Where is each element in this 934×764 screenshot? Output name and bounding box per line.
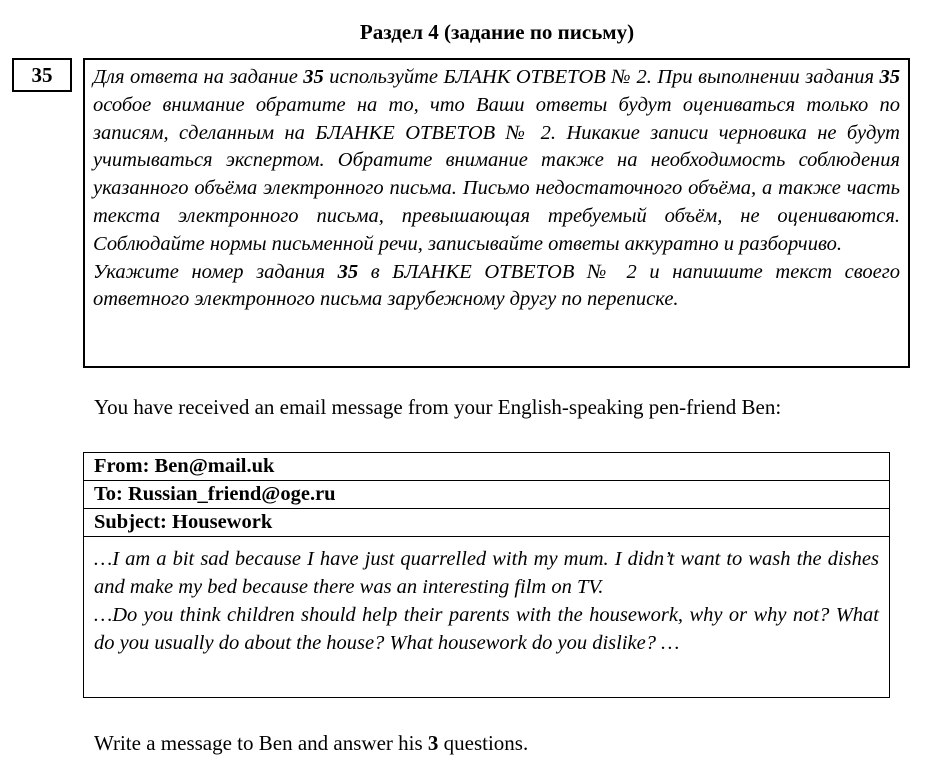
task-number-box: 35 bbox=[12, 58, 72, 92]
email-subject: Subject: Housework bbox=[84, 509, 889, 537]
task-statement-text: questions. bbox=[438, 731, 529, 755]
email-to: To: Russian_friend@oge.ru bbox=[84, 481, 889, 509]
task-number-ref: 35 bbox=[303, 66, 324, 88]
section-title: Раздел 4 (задание по письму) bbox=[359, 20, 635, 44]
task-number-ref: 35 bbox=[337, 260, 359, 283]
instructions-text: особое внимание обратите на то, что Ваши ответы будут оцениваться только по записям, сделанным на БЛАНКЕ ОТВЕТОВ № 2. Никакие записи черновика не будут учитываться экспертом. Обратите внимание также на необходимость соблюдения указанного объёма электронного письма. Письмо недостаточного объёма, а также часть текста электронного письма, превышающая требуемый объём, не оцениваются. Соблюдайте нормы письменной речи, записывайте ответы аккуратно и разборчиво. bbox=[93, 93, 900, 255]
instructions-text: в БЛАНКЕ ОТВЕТОВ № 2 и напишите текст своего ответного электронного письма зарубежному другу по переписке. bbox=[93, 260, 900, 311]
email-message bbox=[83, 452, 890, 698]
instructions-paragraph-1 bbox=[93, 64, 900, 259]
instructions-text: Укажите номер задания bbox=[93, 260, 338, 283]
instructions-paragraph-2 bbox=[93, 259, 900, 315]
intro-text: You have received an email message from your English-speaking pen-friend Ben: bbox=[94, 395, 782, 419]
task-instructions bbox=[83, 58, 910, 368]
email-body bbox=[84, 537, 889, 697]
question-count: 3 bbox=[427, 731, 439, 755]
email-body-paragraph-2: …Do you think children should help their parents with the housework, why or why not? What do you usually do about the house? What housework do you dislike? … bbox=[94, 604, 879, 654]
task-statement bbox=[94, 729, 528, 757]
email-body-paragraph-1: …I am a bit sad because I have just quarrelled with my mum. I didn’t want to wash the dishes and make my bed because there was an interesting film on TV. bbox=[94, 548, 879, 598]
email-from: From: Ben@mail.uk bbox=[84, 453, 889, 481]
instructions-text: Для ответа на задание bbox=[93, 66, 304, 88]
task-statement-text: Write a message to Ben and answer his bbox=[94, 731, 428, 755]
task-number-ref: 35 bbox=[879, 66, 900, 88]
instructions-text: используйте БЛАНК ОТВЕТОВ № 2. При выполнении задания bbox=[323, 66, 880, 88]
